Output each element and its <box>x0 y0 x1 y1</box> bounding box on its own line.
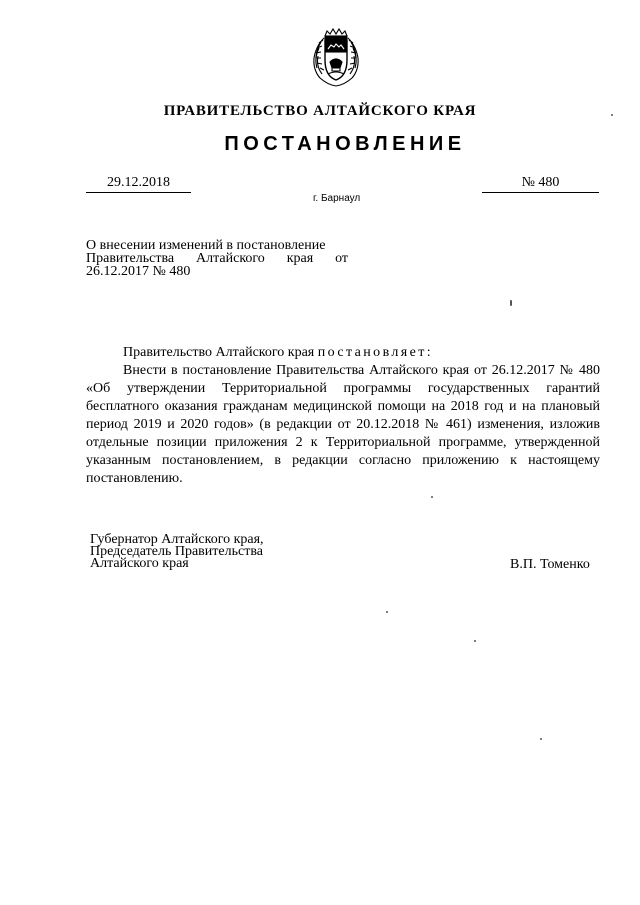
document-number: № 480 <box>482 175 599 193</box>
scan-speck <box>386 611 388 613</box>
subject-line-1: О внесении изменений в постановление <box>86 238 326 253</box>
document-type: ПОСТАНОВЛЕНИЕ <box>224 133 466 155</box>
subject-line-3: 26.12.2017 № 480 <box>86 264 191 279</box>
scan-speck <box>431 496 433 498</box>
coat-of-arms-icon <box>304 18 368 90</box>
intro-verb: постановляет: <box>317 345 434 360</box>
scan-speck <box>540 738 542 740</box>
city-name: г. Барнаул <box>313 193 361 204</box>
intro-prefix: Правительство Алтайского края <box>123 345 318 360</box>
scan-speck <box>510 300 512 306</box>
signer-name: В.П. Томенко <box>510 557 590 572</box>
signature-block <box>90 534 264 570</box>
scan-speck <box>611 114 613 116</box>
signer-position-line-3: Алтайского края <box>90 556 189 571</box>
subject-line-2: Правительства Алтайского края от <box>86 251 348 266</box>
resolution-paragraph: Внести в постановление Правительства Алтайского края от 26.12.2017 № 480 «Об утверждении Территориальной программы государственных гарантий бесплатного оказания гражданам медицинской помощи на 2018 год и на плановый период 2019 и 2020 годов» (в редакции от 20.12.2018 № 461) изменения, изложив отдельные позиции приложения 2 к Территориальной программе, утвержденной указанным постановлением, в редакции согласно приложению к настоящему постановлению. <box>86 363 600 486</box>
signer-position-line-1: Губернатор Алтайского края, <box>90 532 264 547</box>
resolution-intro <box>86 344 600 362</box>
document-date: 29.12.2018 <box>86 175 191 193</box>
signer-position-line-2: Председатель Правительства <box>90 544 263 559</box>
document-subject <box>86 239 348 278</box>
resolution-body <box>86 344 600 488</box>
scan-speck <box>474 640 476 642</box>
government-name: ПРАВИТЕЛЬСТВО АЛТАЙСКОГО КРАЯ <box>163 103 477 119</box>
